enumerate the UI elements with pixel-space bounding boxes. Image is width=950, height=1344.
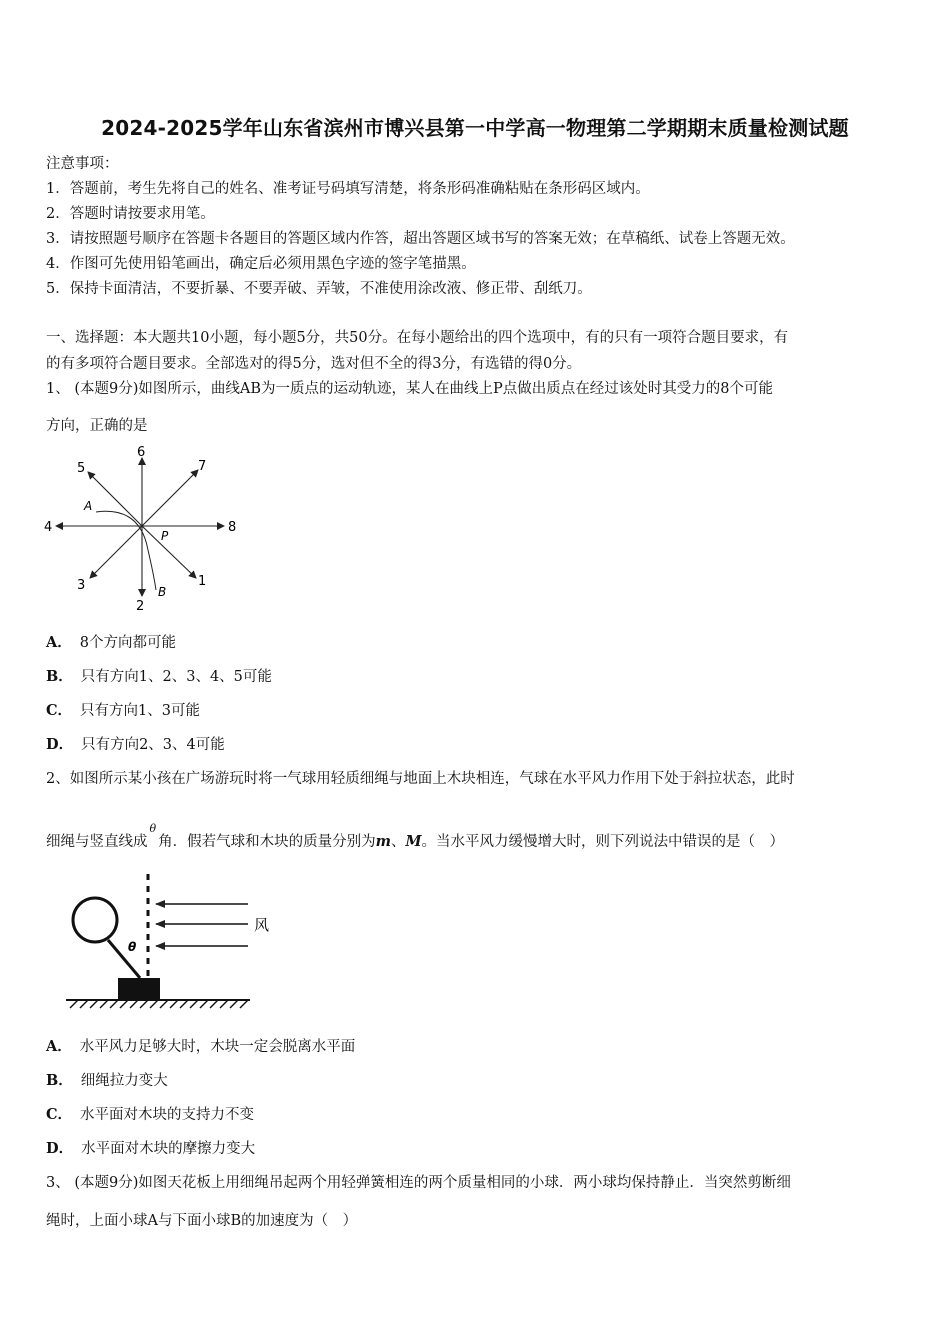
notice-item-1: 1．答题前，考生先将自己的姓名、准考证号码填写清楚，将条形码准确粘贴在条形码区域内。	[46, 181, 650, 197]
section-intro-line1: 一、选择题：本大题共10小题，每小题5分，共50分。在每小题给出的四个选项中，有的只有一项符合题目要求，有	[46, 330, 789, 346]
wind-label: 风	[254, 916, 270, 934]
section-intro-line2: 的有多项符合题目要求。全部选对的得5分，选对但不全的得3分，有选错的得0分。	[46, 356, 582, 372]
label-8: 8	[228, 520, 237, 535]
trajectory-curve-ab	[96, 511, 156, 590]
q2-option-d[interactable]: D． 水平面对木块的摩擦力变大	[46, 1140, 256, 1157]
direction-arrow-1	[142, 526, 196, 578]
q2-stem-line1: 2、如图所示某小孩在广场游玩时将一气球用轻质细绳与地面上木块相连，气球在水平风力作用下处于斜拉状态，此时	[46, 771, 795, 787]
q2-option-c[interactable]: C． 水平面对木块的支持力不变	[46, 1106, 255, 1123]
q2-balloon-figure	[60, 866, 270, 1014]
q3-stem-line1: 3、 (本题9分)如图天花板上用细绳吊起两个用轻弹簧相连的两个质量相同的小球．两小球均保持静止．当突然剪断细	[46, 1175, 791, 1191]
theta-label: θ	[128, 940, 137, 954]
notice-item-3: 3．请按照题号顺序在答题卡各题目的答题区域内作答，超出答题区域书写的答案无效；在草稿纸、试卷上答题无效。	[46, 231, 795, 247]
page-title: 2024-2025学年山东省滨州市博兴县第一中学高一物理第二学期期末质量检测试题	[101, 116, 849, 140]
q1-force-direction-figure	[40, 440, 250, 615]
label-1: 1	[198, 574, 207, 589]
label-2: 2	[136, 599, 145, 614]
notice-item-5: 5．保持卡面清洁，不要折暴、不要弄破、弄皱，不准使用涂改液、修正带、刮纸刀。	[46, 281, 592, 297]
label-b: B	[158, 585, 167, 599]
direction-arrow-7	[142, 470, 198, 526]
label-4: 4	[44, 520, 53, 535]
direction-arrow-3	[90, 526, 142, 578]
label-p: P	[161, 529, 169, 543]
q2-stem-line2: 细绳与竖直线成$^\theta$角．假若气球和木块的质量分别为m、M。当水平风力缓慢增大时，则下列说法中错误的是（ ）	[46, 822, 785, 850]
q1-stem-line1: 1、 (本题9分)如图所示，曲线AB为一质点的运动轨迹，某人在曲线上P点做出质点在经过该处时其受力的8个可能	[46, 381, 773, 397]
notice-item-2: 2．答题时请按要求用笔。	[46, 206, 215, 222]
wooden-block	[118, 978, 160, 1000]
q3-stem-line2: 绳时，上面小球A与下面小球B的加速度为（ ）	[46, 1213, 358, 1229]
notice-item-4: 4．作图可先使用铅笔画出，确定后必须用黑色字迹的签字笔描黑。	[46, 256, 476, 272]
q1-stem-line2: 方向，正确的是	[46, 418, 148, 434]
balloon	[73, 898, 117, 942]
q1-option-c[interactable]: C． 只有方向1、3可能	[46, 702, 200, 719]
q2-option-b[interactable]: B． 细绳拉力变大	[46, 1072, 168, 1089]
direction-arrow-5	[88, 472, 142, 526]
label-7: 7	[198, 459, 207, 474]
q1-option-d[interactable]: D． 只有方向2、3、4可能	[46, 736, 225, 753]
label-a: A	[84, 499, 93, 513]
q1-option-b[interactable]: B． 只有方向1、2、3、4、5可能	[46, 668, 272, 685]
ground-hatching	[70, 1000, 248, 1008]
q1-option-a[interactable]: A． 8个方向都可能	[46, 634, 176, 651]
label-3: 3	[77, 578, 86, 593]
theta-symbol: θ	[149, 822, 157, 835]
q2-option-a[interactable]: A． 水平风力足够大时，木块一定会脱离水平面	[46, 1038, 356, 1055]
notice-heading: 注意事项：	[46, 156, 119, 172]
label-6: 6	[137, 445, 146, 460]
label-5: 5	[77, 461, 86, 476]
